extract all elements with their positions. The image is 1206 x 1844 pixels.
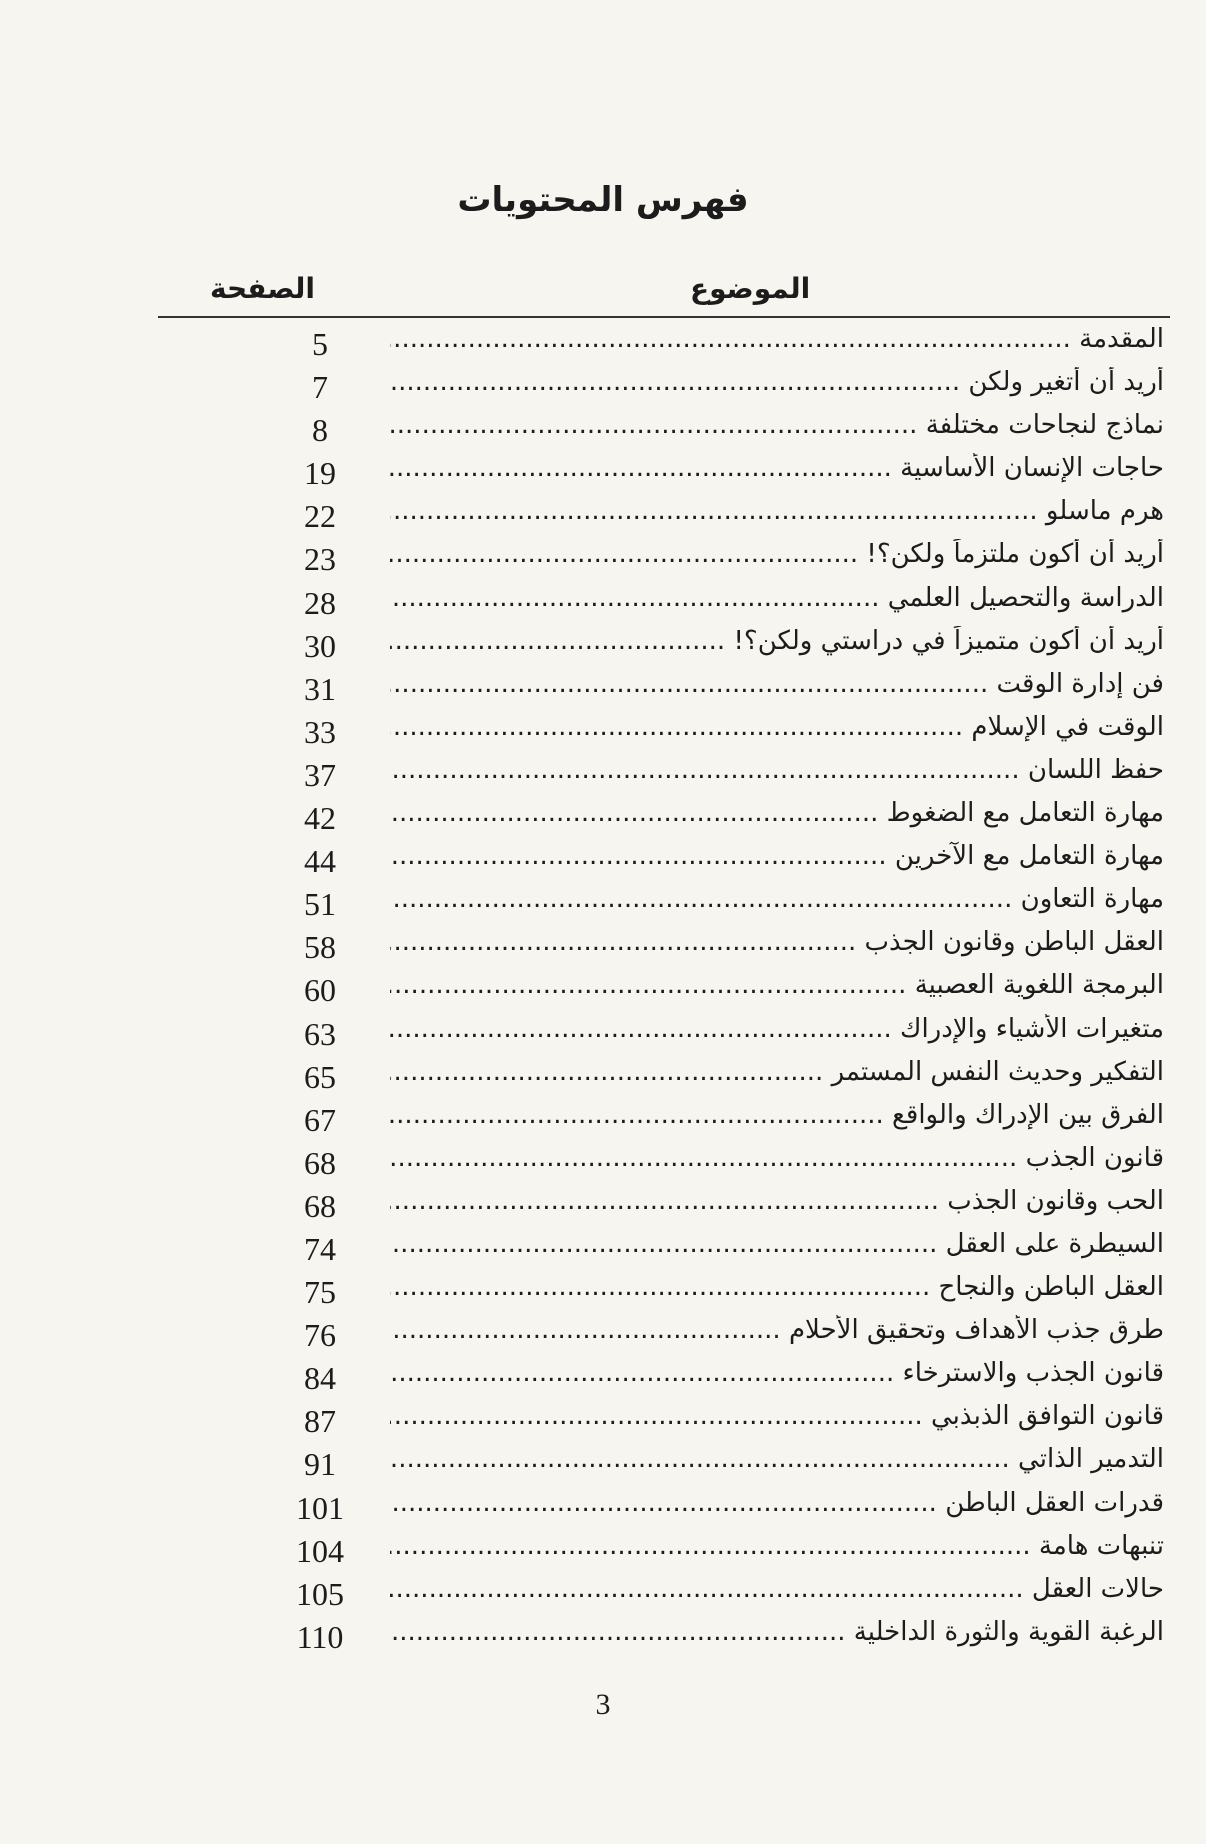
toc-entry-title: تنبهات هامة ..... xyxy=(390,1531,1164,1561)
toc-entry-title: نماذج لنجاحات مختلفة ..... xyxy=(390,410,1164,440)
toc-page-number: 68 xyxy=(304,1187,336,1224)
table-of-contents xyxy=(280,322,1172,1658)
page-number-footer: 3 xyxy=(595,1688,611,1721)
toc-page-number: 84 xyxy=(304,1360,336,1397)
toc-page-number: 58 xyxy=(304,929,336,966)
toc-entry-title: مهارة التعاون ..... xyxy=(390,884,1164,914)
toc-row xyxy=(280,494,1172,537)
toc-page-number: 5 xyxy=(312,326,328,362)
toc-row xyxy=(280,1184,1172,1227)
toc-row xyxy=(280,322,1172,365)
toc-entry-title: قانون الجذب ..... xyxy=(390,1143,1164,1173)
toc-entry-title: حفظ اللسان ..... xyxy=(390,755,1164,785)
toc-row xyxy=(280,1572,1172,1615)
toc-entry-title: قدرات العقل الباطن ..... xyxy=(390,1488,1164,1518)
toc-row xyxy=(280,667,1172,710)
toc-row xyxy=(280,1055,1172,1098)
toc-row xyxy=(280,537,1172,580)
toc-page-number: 65 xyxy=(304,1058,336,1095)
toc-page-number: 28 xyxy=(304,584,336,621)
toc-entry-title: أريد أن أتغير ولكن ..... xyxy=(390,367,1164,397)
toc-row xyxy=(280,1356,1172,1399)
toc-page-number: 33 xyxy=(304,713,336,750)
toc-row xyxy=(280,624,1172,667)
toc-entry-title: المقدمة ..... xyxy=(390,324,1164,354)
toc-page-number: 101 xyxy=(296,1489,344,1526)
toc-entry-title: فن إدارة الوقت ..... xyxy=(390,669,1164,699)
toc-row xyxy=(280,408,1172,451)
toc-entry-title: الوقت في الإسلام ..... xyxy=(390,712,1164,742)
toc-entry-title: مهارة التعامل مع الضغوط ..... xyxy=(390,798,1164,828)
toc-row xyxy=(280,1399,1172,1442)
page-title: فهرس المحتويات xyxy=(457,180,749,220)
toc-page-number: 91 xyxy=(304,1446,336,1483)
toc-row xyxy=(280,839,1172,882)
page-column-header: الصفحة xyxy=(210,272,316,305)
toc-row xyxy=(280,710,1172,753)
toc-entry-title: الحب وقانون الجذب ..... xyxy=(390,1186,1164,1216)
toc-entry-title: قانون الجذب والاسترخاء ..... xyxy=(390,1358,1164,1388)
toc-entry-title: الدراسة والتحصيل العلمي ..... xyxy=(390,583,1164,613)
toc-entry-title: التفكير وحديث النفس المستمر ..... xyxy=(390,1057,1164,1087)
toc-row xyxy=(280,1098,1172,1141)
toc-page-number: 76 xyxy=(304,1317,336,1354)
toc-entry-title: أريد أن أكون ملتزماً ولكن؟! ..... xyxy=(390,539,1164,569)
toc-page-number: 7 xyxy=(312,369,328,406)
toc-page-number: 75 xyxy=(304,1274,336,1311)
toc-page-number: 87 xyxy=(304,1403,336,1440)
toc-entry-title: حالات العقل ..... xyxy=(390,1574,1164,1604)
toc-page-number: 68 xyxy=(304,1144,336,1181)
toc-page-number: 67 xyxy=(304,1101,336,1138)
toc-entry-title: السيطرة على العقل ..... xyxy=(390,1229,1164,1259)
toc-entry-title: الفرق بين الإدراك والواقع ..... xyxy=(390,1100,1164,1130)
toc-page-number: 22 xyxy=(304,498,336,535)
toc-row xyxy=(280,581,1172,624)
toc-page-number: 51 xyxy=(304,886,336,923)
topic-column-header: الموضوع xyxy=(690,272,811,305)
toc-page-number: 30 xyxy=(304,627,336,664)
toc-row xyxy=(280,796,1172,839)
toc-entry-title: أريد أن أكون متميزاً في دراستي ولكن؟! ..... xyxy=(390,626,1164,656)
toc-row xyxy=(280,1486,1172,1529)
header-divider xyxy=(158,316,1170,318)
toc-row xyxy=(280,1313,1172,1356)
toc-row xyxy=(280,753,1172,796)
toc-page-number: 104 xyxy=(296,1532,344,1569)
toc-entry-title: قانون التوافق الذبذبي ..... xyxy=(390,1401,1164,1431)
toc-row xyxy=(280,1141,1172,1184)
toc-page-number: 74 xyxy=(304,1230,336,1267)
toc-row xyxy=(280,1012,1172,1055)
toc-row xyxy=(280,451,1172,494)
toc-row xyxy=(280,882,1172,925)
toc-entry-title: طرق جذب الأهداف وتحقيق الأحلام ..... xyxy=(390,1315,1164,1345)
toc-entry-title: العقل الباطن وقانون الجذب ..... xyxy=(390,927,1164,957)
toc-entry-title: البرمجة اللغوية العصبية ..... xyxy=(390,970,1164,1000)
toc-row xyxy=(280,1529,1172,1572)
toc-row xyxy=(280,1227,1172,1270)
toc-entry-title: حاجات الإنسان الأساسية ..... xyxy=(390,453,1164,483)
toc-row xyxy=(280,1270,1172,1313)
toc-entry-title: مهارة التعامل مع الآخرين ..... xyxy=(390,841,1164,871)
toc-entry-title: هرم ماسلو ..... xyxy=(390,496,1164,526)
toc-entry-title: التدمير الذاتي ..... xyxy=(390,1444,1164,1474)
toc-page-number: 110 xyxy=(296,1618,344,1655)
toc-row xyxy=(280,968,1172,1011)
toc-entry-title: الرغبة القوية والثورة الداخلية ..... xyxy=(390,1617,1164,1647)
toc-row xyxy=(280,365,1172,408)
toc-row xyxy=(280,1615,1172,1658)
toc-page-number: 19 xyxy=(304,455,336,492)
toc-page-number: 23 xyxy=(304,541,336,578)
toc-page-number: 63 xyxy=(304,1015,336,1052)
toc-entry-title: العقل الباطن والنجاح ..... xyxy=(390,1272,1164,1302)
toc-page-number: 42 xyxy=(304,800,336,837)
toc-page-number: 31 xyxy=(304,670,336,707)
toc-page-number: 105 xyxy=(296,1575,344,1612)
toc-page-number: 44 xyxy=(304,843,336,880)
toc-row xyxy=(280,925,1172,968)
toc-page-number: 37 xyxy=(304,756,336,793)
toc-page-number: 60 xyxy=(304,972,336,1009)
toc-row xyxy=(280,1442,1172,1485)
toc-page-number: 8 xyxy=(312,412,328,449)
toc-entry-title: متغيرات الأشياء والإدراك ..... xyxy=(390,1014,1164,1044)
